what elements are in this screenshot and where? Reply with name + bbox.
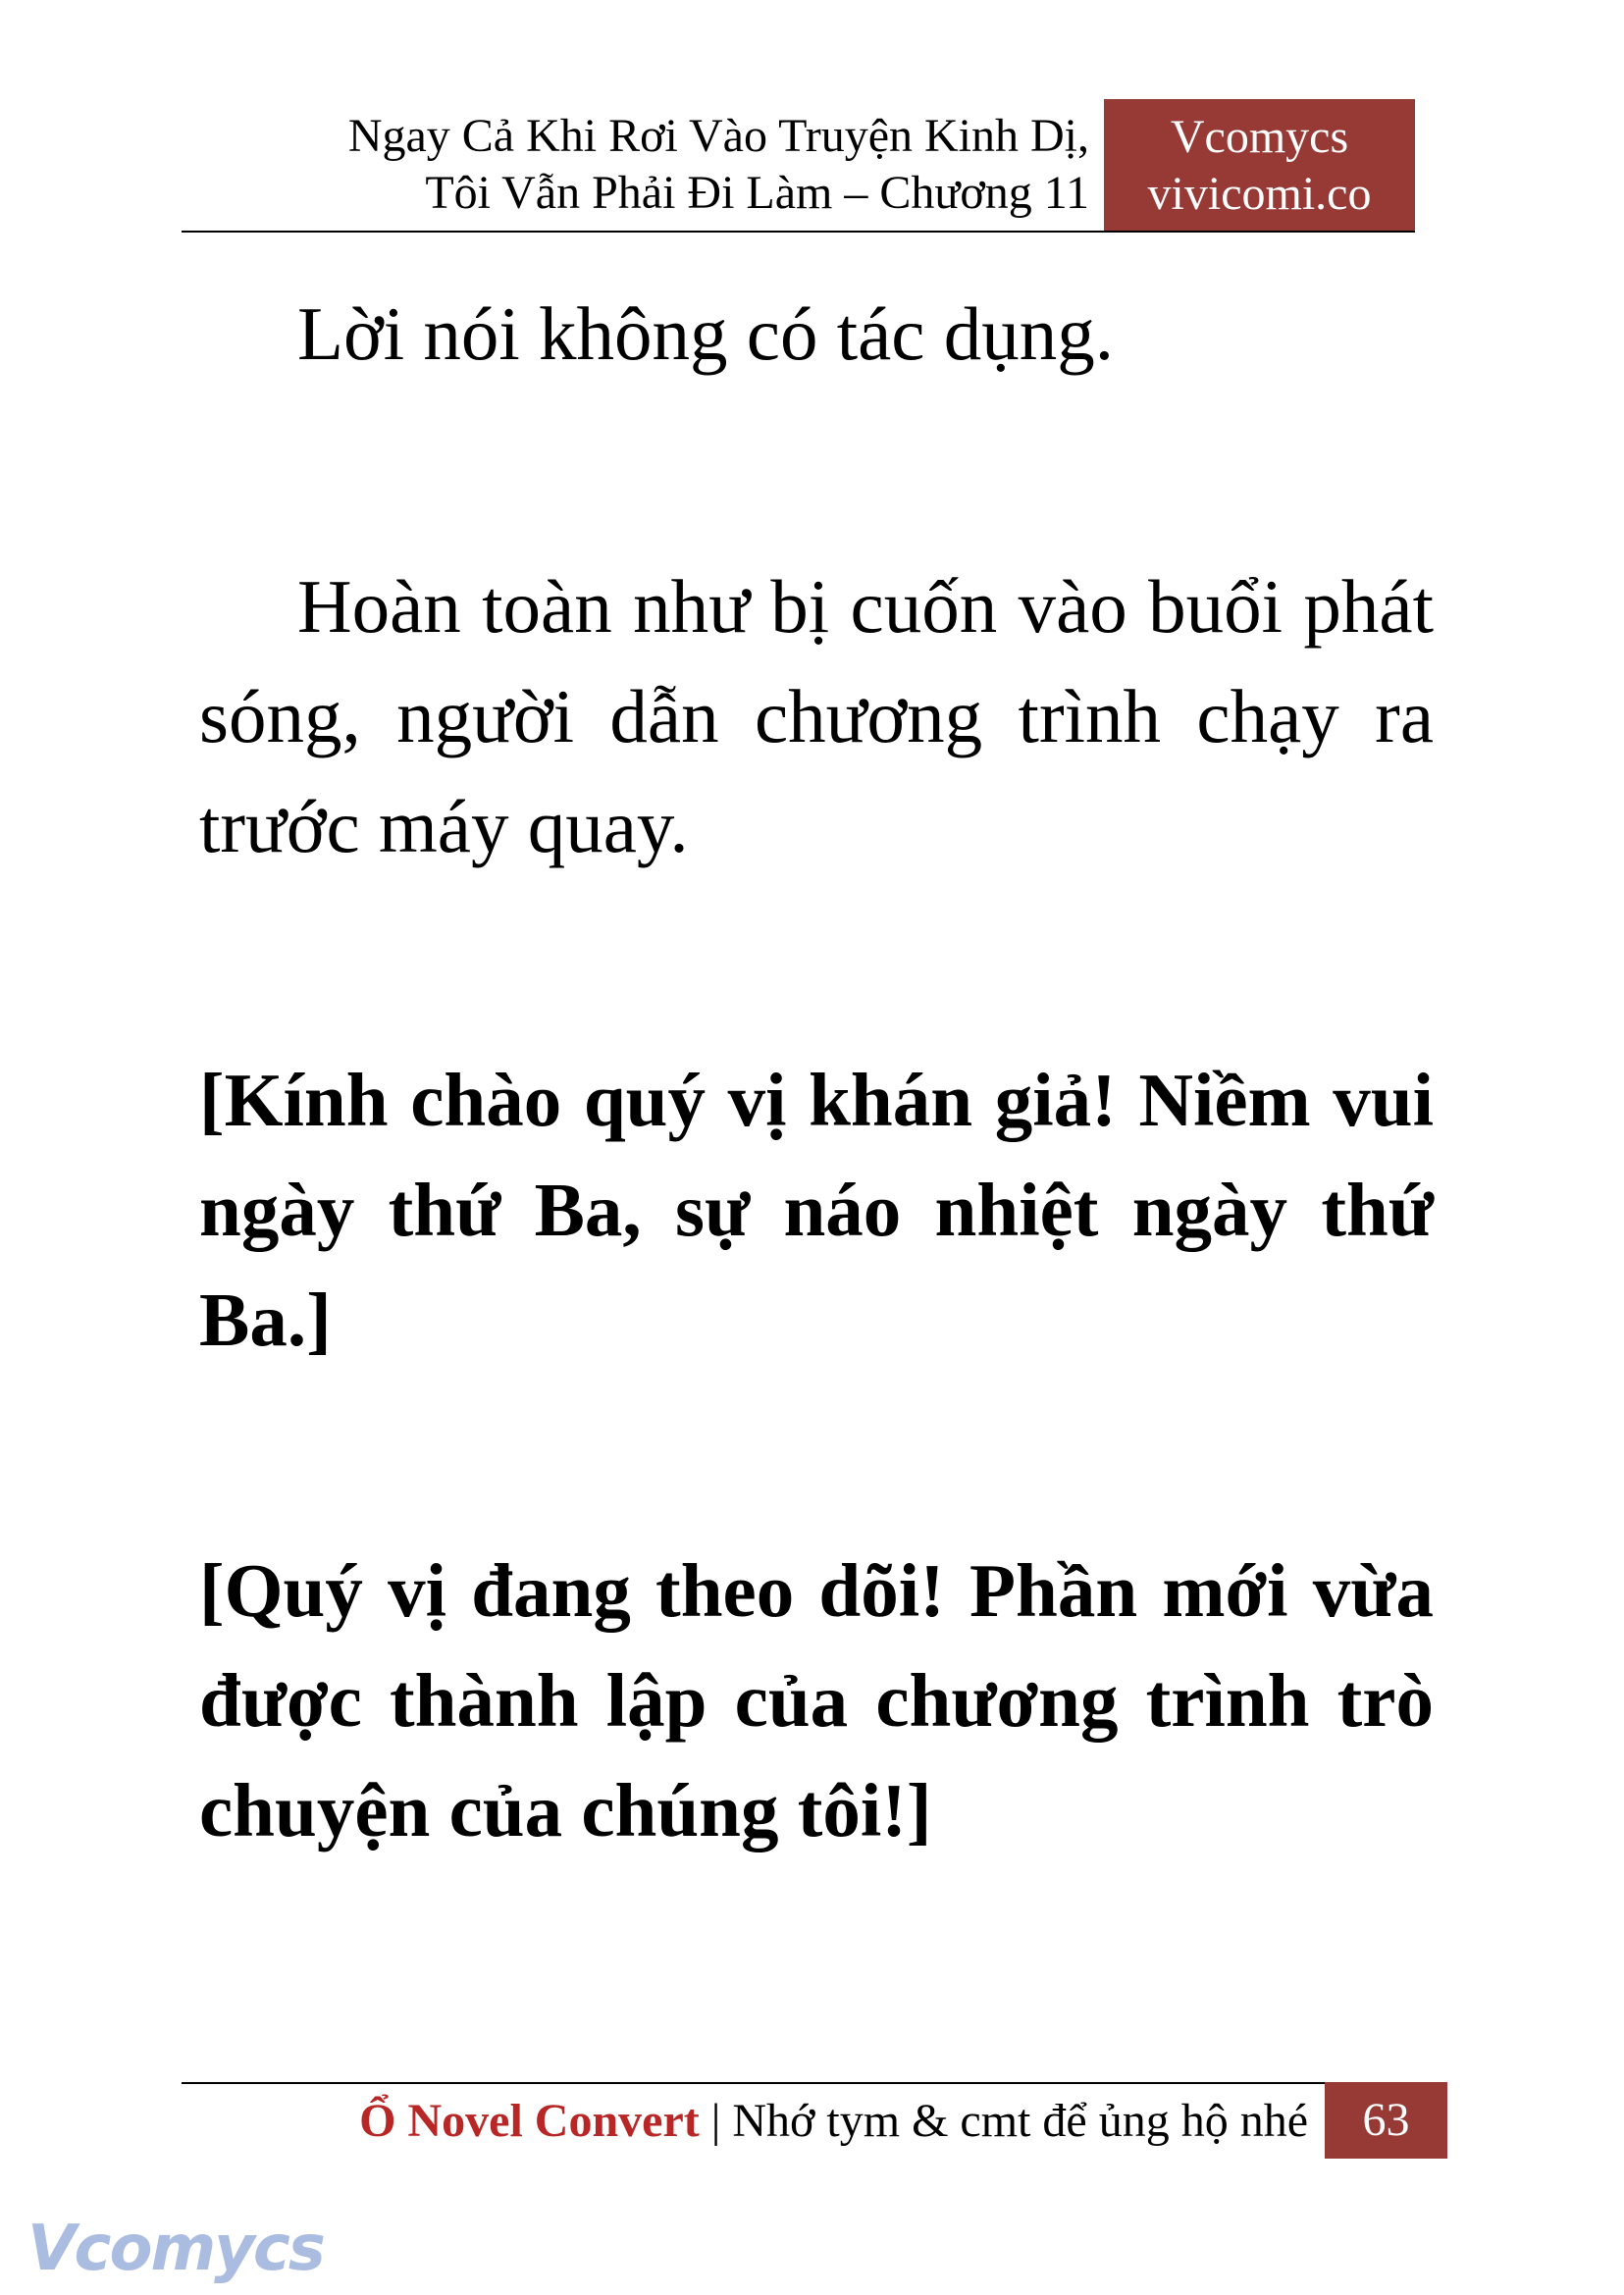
paragraph-4-dialogue: [Quý vị đang theo dõi! Phần mới vừa được thành lập của chương trình trò chuyện của chúng tôi!] bbox=[199, 1548, 1434, 1852]
paragraph-2: Hoàn toàn như bị cuốn vào buổi phát sóng, người dẫn chương trình chạy ra trước máy quay. bbox=[199, 564, 1434, 868]
paragraph-3-dialogue: [Kính chào quý vị khán giả! Niềm vui ngày thứ Ba, sự náo nhiệt ngày thứ Ba.] bbox=[199, 1058, 1434, 1362]
footer-separator: | bbox=[699, 2095, 733, 2147]
watermark-logo: Vcomycs bbox=[27, 2213, 324, 2285]
brand-box bbox=[1104, 99, 1415, 233]
header-divider bbox=[182, 231, 1415, 233]
brand-name: Vcomycs bbox=[1170, 111, 1349, 163]
footer-line bbox=[182, 2090, 1308, 2153]
chapter-title-line2: Tôi Vẫn Phải Đi Làm – Chương 11 bbox=[425, 167, 1089, 219]
chapter-title-line1: Ngay Cả Khi Rơi Vào Truyện Kinh Dị, bbox=[347, 110, 1089, 162]
paragraph-1: Lời nói không có tác dụng. bbox=[297, 291, 1114, 376]
footer-divider bbox=[182, 2082, 1447, 2084]
page-number: 63 bbox=[1325, 2082, 1447, 2159]
chapter-title bbox=[182, 108, 1089, 222]
brand-site: vivicomi.co bbox=[1147, 168, 1372, 220]
footer-brand: Ổ Novel Convert bbox=[359, 2095, 700, 2147]
footer-message: Nhớ tym & cmt để ủng hộ nhé bbox=[732, 2095, 1308, 2147]
